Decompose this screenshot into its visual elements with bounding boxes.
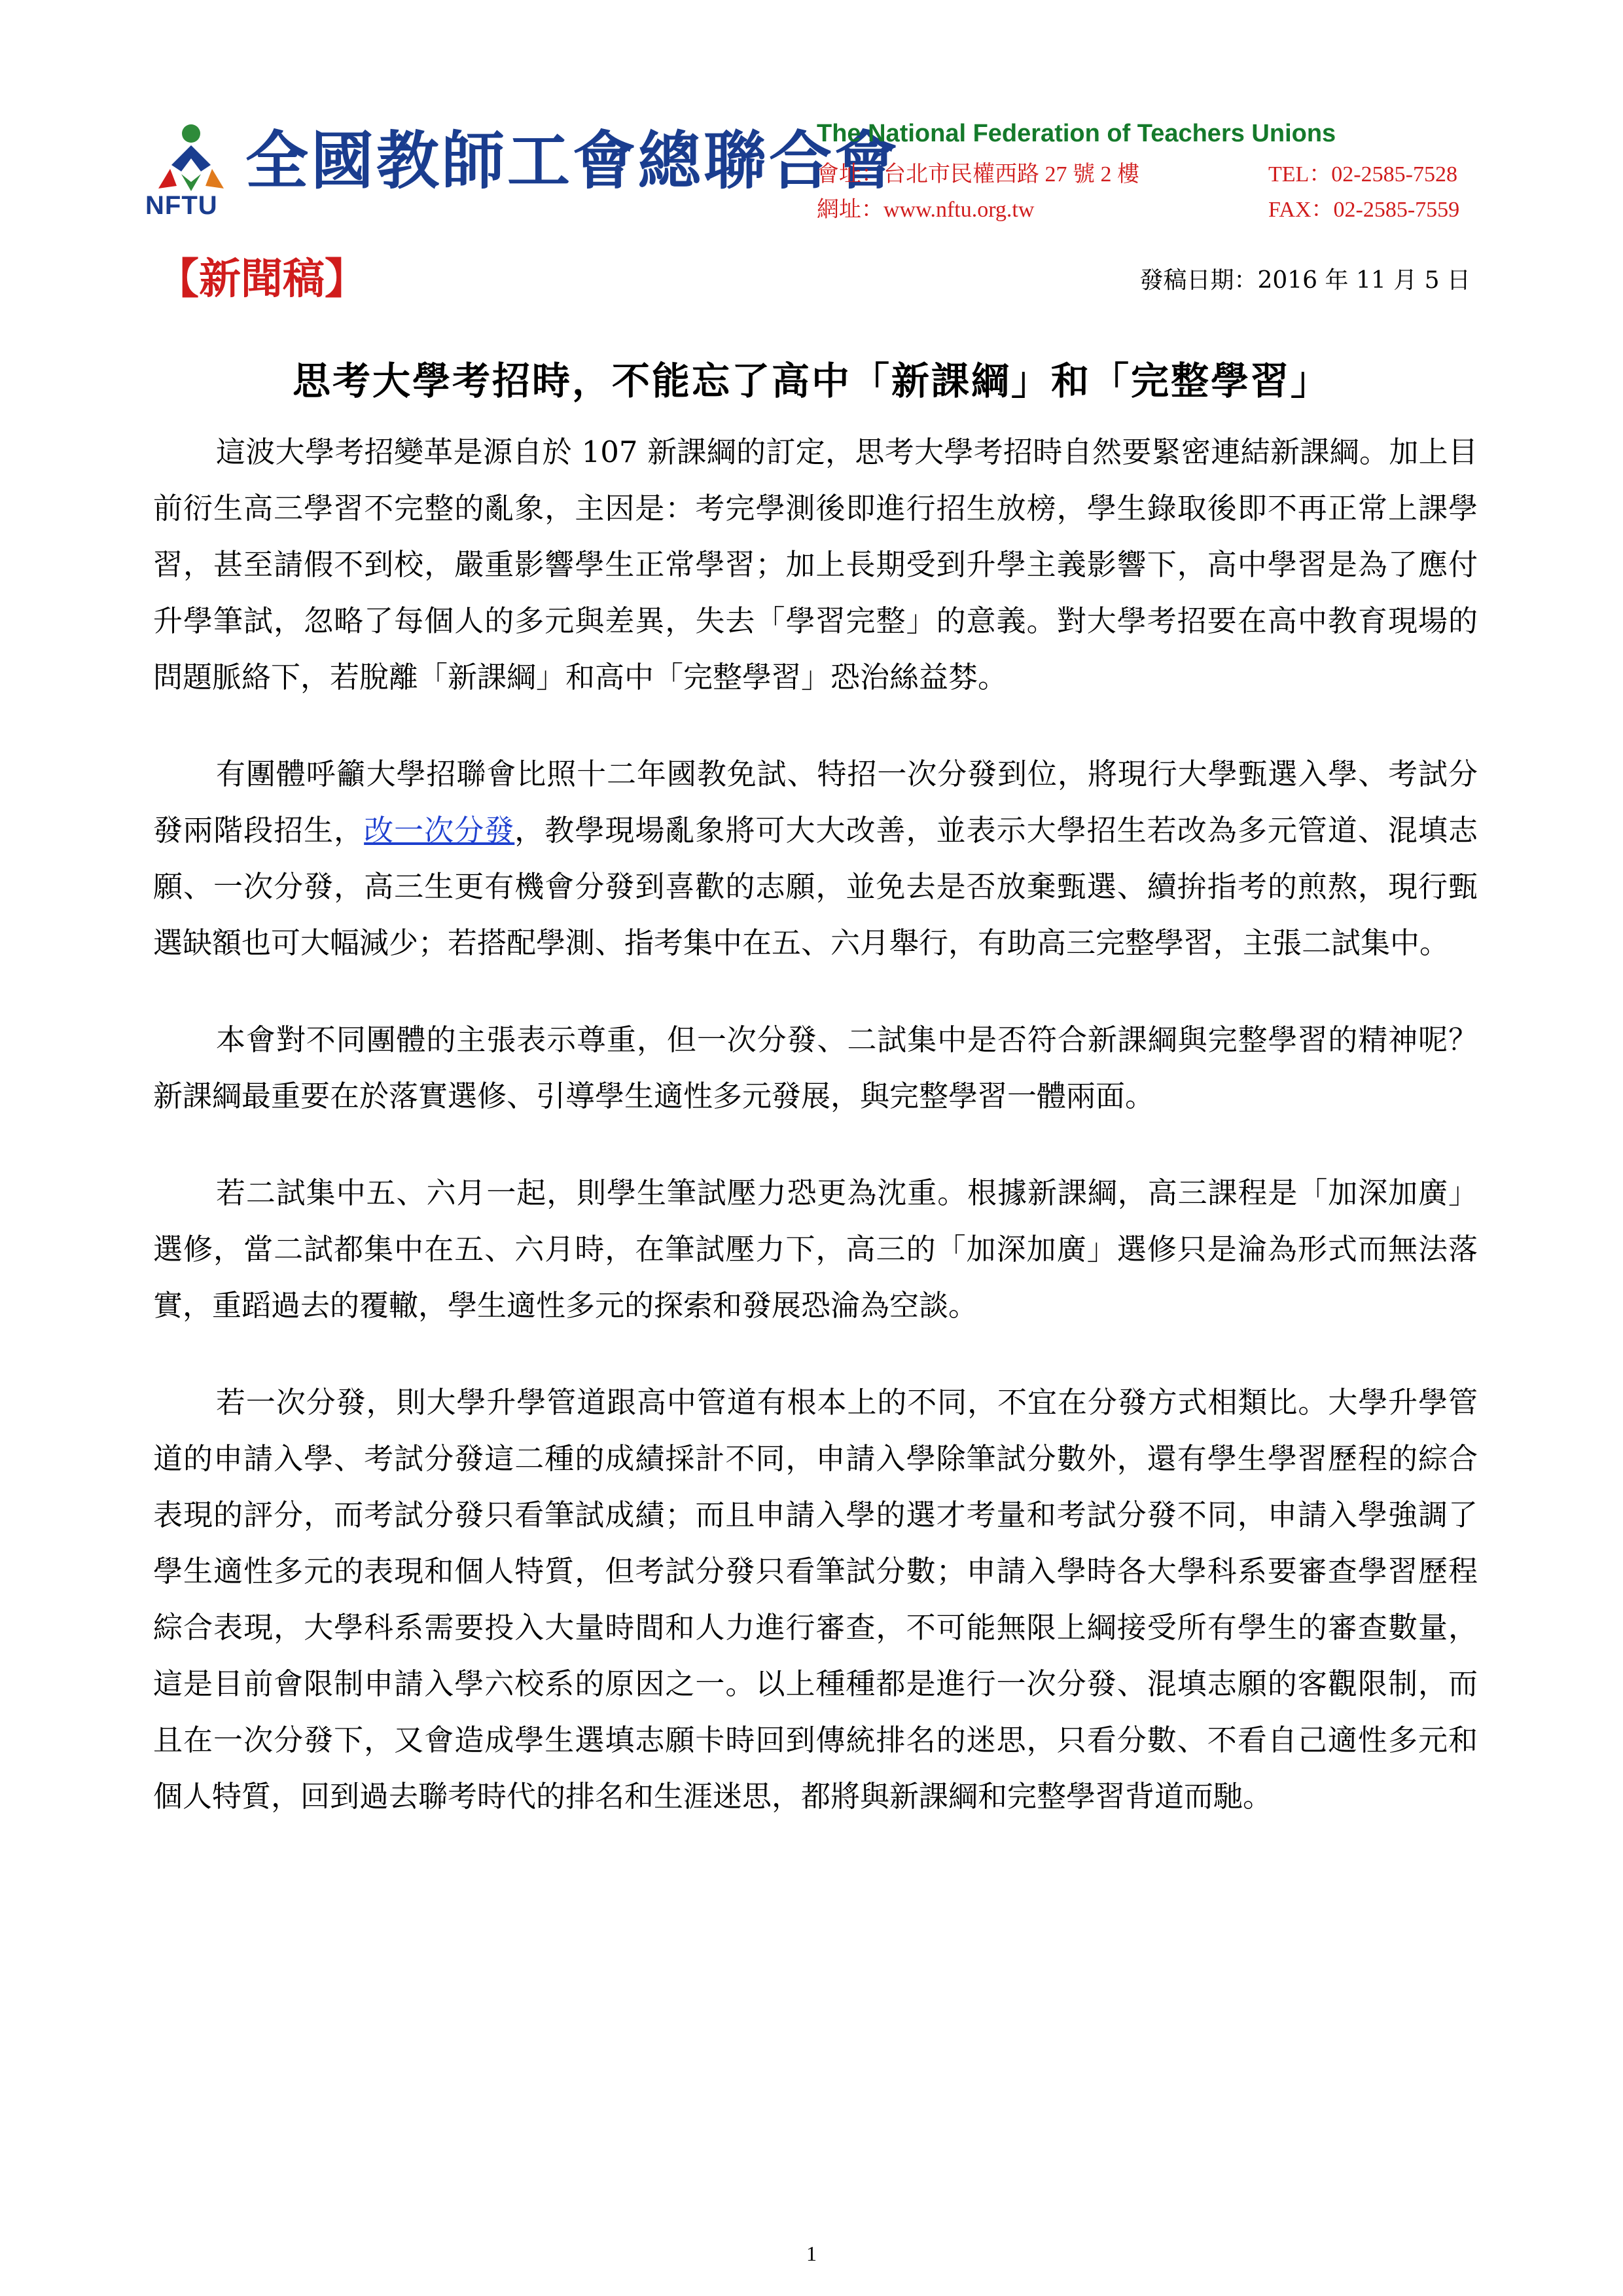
- tel: TEL：02-2585-7528: [1268, 162, 1457, 187]
- paragraph-2-text-a: 有團體呼籲大學招聯會比照十二年國教免試、特招一次分發到位，將現行大學甄選入學、考試分發兩階段招生，: [153, 757, 1478, 848]
- org-name-zh: 全國教師工會總聯合會: [245, 124, 900, 198]
- paragraph-2: [153, 746, 1478, 971]
- fax: FAX：02-2585-7559: [1268, 198, 1460, 222]
- website: 網址：www.nftu.org.tw: [817, 198, 1035, 222]
- paragraph-2-text-b: ，教學現場亂象將可大大改善，並表示大學招生若改為多元管道、混填志願、一次分發，高三生更有機會分發到喜歡的志願，並免去是否放棄甄選、續拚指考的煎熬，現行甄選缺額也可大幅減少；若搭配學測、指考集中在五、六月舉行，有助高三完整學習，主張二試集中。: [153, 813, 1478, 960]
- paragraph-5: 若一次分發，則大學升學管道跟高中管道有根本上的不同，不宜在分發方式相類比。大學升學管道的申請入學、考試分發這二種的成績採計不同，申請入學除筆試分數外，還有學生學習歷程的綜合表現的評分，而考試分發只看筆試成績；而且申請入學的選才考量和考試分發不同，申請入學強調了學生適性多元的表現和個人特質，但考試分發只看筆試分數；申請入學時各大學科系要審查學習歷程綜合表現，大學科系需要投入大量時間和人力進行審查，不可能無限上綱接受所有學生的審查數量，這是目前會限制申請入學六校系的原因之一。以上種種都是進行一次分發、混填志願的客觀限制，而且在一次分發下，又會造成學生選填志願卡時回到傳統排名的迷思，只看分數、不看自己適性多元和個人特質，回到過去聯考時代的排名和生涯迷思，都將與新課綱和完整學習背道而馳。: [153, 1385, 1478, 1814]
- document-title: 思考大學考招時，不能忘了高中「新課綱」和「完整學習」: [292, 359, 1330, 403]
- paragraph-3: 本會對不同團體的主張表示尊重，但一次分發、二試集中是否符合新課綱與完整學習的精神呢？新課綱最重要在於落實選修、引導學生適性多元發展，與完整學習一體兩面。: [153, 1022, 1478, 1113]
- release-date: 發稿日期：2016 年 11 月 5 日: [1139, 267, 1471, 294]
- one-time-placement-link[interactable]: 改一次分發: [364, 813, 515, 848]
- address: 會址：台北市民權西路 27 號 2 樓: [817, 162, 1139, 187]
- org-abbr: NFTU: [145, 191, 218, 220]
- document-body: [153, 424, 1478, 1865]
- org-name-en: The National Federation of Teachers Unions: [817, 120, 1336, 147]
- press-release-tag: 【新聞稿】: [157, 255, 366, 304]
- paragraph-1: 這波大學考招變革是源自於 107 新課綱的訂定，思考大學考招時自然要緊密連結新課綱。加上目前衍生高三學習不完整的亂象，主因是：考完學測後即進行招生放榜，學生錄取後即不再正常上課學習，甚至請假不到校，嚴重影響學生正常學習；加上長期受到升學主義影響下，高中學習是為了應付升學筆試，忽略了每個人的多元與差異，失去「學習完整」的意義。對大學考招要在高中教育現場的問題脈絡下，若脫離「新課綱」和高中「完整學習」恐治絲益棼。: [153, 435, 1478, 694]
- paragraph-4: 若二試集中五、六月一起，則學生筆試壓力恐更為沈重。根據新課綱，高三課程是「加深加廣」選修，當二試都集中在五、六月時，在筆試壓力下，高三的「加深加廣」選修只是淪為形式而無法落實，重蹈過去的覆轍，學生適性多元的探索和發展恐淪為空談。: [153, 1175, 1478, 1323]
- page-number: 1: [806, 2242, 817, 2265]
